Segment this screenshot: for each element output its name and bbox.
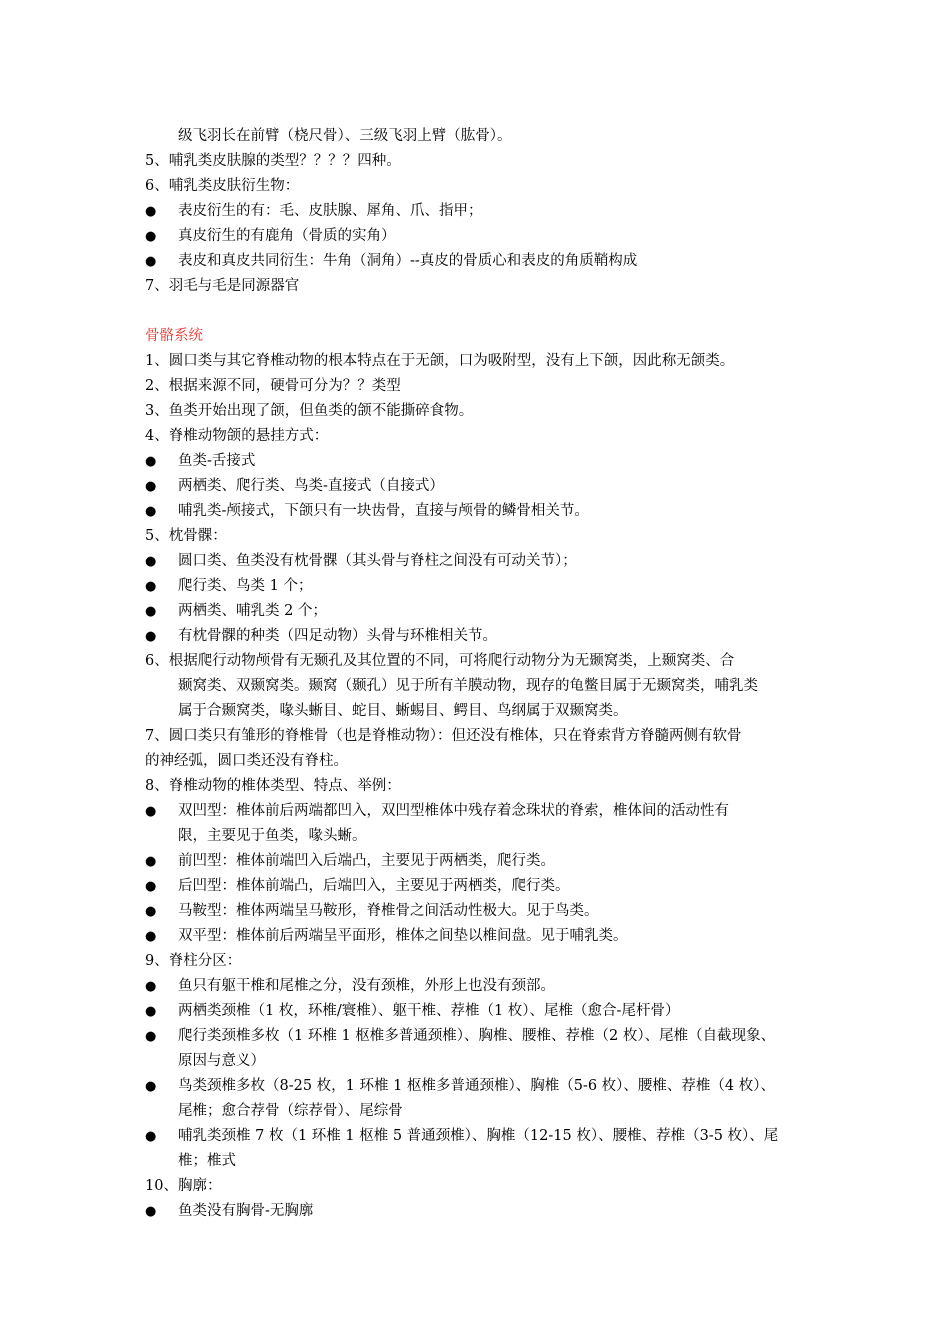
bullet-icon: ● (145, 1129, 157, 1144)
bullet-icon: ● (145, 1079, 157, 1094)
list-item-text: 马鞍型：椎体两端呈马鞍形，脊椎骨之间活动性极大。见于鸟类。 (178, 903, 599, 919)
list-item (145, 449, 815, 474)
list-item (145, 874, 815, 899)
bullet-icon: ● (145, 579, 157, 594)
list-item (145, 1199, 815, 1224)
list-item (145, 249, 815, 274)
list-item-text: 鱼类-舌接式 (178, 453, 256, 469)
bullet-icon: ● (145, 879, 157, 894)
list-item-text-cont: 原因与意义） (178, 1053, 265, 1069)
list-item-text: 双凹型：椎体前后两端都凹入，双凹型椎体中残存着念珠状的脊索，椎体间的活动性有 (178, 803, 729, 819)
question-1-cyclostomes: 1、圆口类与其它脊椎动物的根本特点在于无颌，口为吸附型，没有上下颌，因此称无颌类。 (145, 353, 735, 369)
bullet-icon: ● (145, 1204, 157, 1219)
question-9-spine-regions: 9、脊柱分区： (145, 953, 242, 969)
question-7-line-1: 7、圆口类只有雏形的脊椎骨（也是脊椎动物）：但还没有椎体，只在脊索背方脊髓两侧有软骨 (145, 728, 742, 744)
bullet-icon: ● (145, 454, 157, 469)
question-6-line-2: 颞窝类、双颞窝类。颞窝（颞孔）见于所有羊膜动物，现存的龟鳖目属于无颞窝类，哺乳类 (178, 678, 758, 694)
list-item (145, 899, 815, 924)
question-10-thorax: 10、胸廓： (145, 1178, 222, 1194)
list-item-text: 两栖类颈椎（1 枚，环椎/寰椎）、躯干椎、荐椎（1 枚）、尾椎（愈合-尾杆骨） (178, 1003, 680, 1019)
list-item (145, 924, 815, 949)
list-item-text: 前凹型：椎体前端凹入后端凸，主要见于两栖类，爬行类。 (178, 853, 555, 869)
bullet-icon: ● (145, 929, 157, 944)
list-item (145, 849, 815, 874)
list-item (145, 224, 815, 249)
bullet-icon: ● (145, 604, 157, 619)
list-item (145, 1074, 815, 1124)
list-item-text: 两栖类、哺乳类 2 个； (178, 603, 327, 619)
bullet-icon: ● (145, 629, 157, 644)
list-item-text-cont: 限，主要见于鱼类，喙头蜥。 (178, 828, 367, 844)
question-5-occipital-condyle: 5、枕骨髁： (145, 528, 227, 544)
list-item-text-cont: 尾椎；愈合荐骨（综荐骨）、尾综骨 (178, 1103, 403, 1119)
list-item-text: 爬行类颈椎多枚（1 环椎 1 枢椎多普通颈椎）、胸椎、腰椎、荐椎（2 枚）、尾椎（自截现象、 (178, 1028, 776, 1044)
section-heading: 骨骼系统 (145, 328, 203, 344)
list-item (145, 199, 815, 224)
bullet-icon: ● (145, 1004, 157, 1019)
list-item-text: 爬行类、鸟类 1 个； (178, 578, 313, 594)
list-item-text: 哺乳类颈椎 7 枚（1 环椎 1 枢椎 5 普通颈椎）、胸椎（12-15 枚）、腰椎、荐椎（3-5 枚）、尾 (178, 1128, 779, 1144)
list-item-text: 真皮衍生的有鹿角（骨质的实角） (178, 228, 396, 244)
question-6-line-1: 6、根据爬行动物颅骨有无颞孔及其位置的不同，可将爬行动物分为无颞窝类，上颞窝类、合 (145, 653, 735, 669)
bullet-icon: ● (145, 254, 157, 269)
bullet-icon: ● (145, 204, 157, 219)
question-4-jaw-suspension: 4、脊椎动物颌的悬挂方式： (145, 428, 329, 444)
continuation-line: 级飞羽长在前臂（桡尺骨）、三级飞羽上臂（肱骨）。 (178, 128, 512, 144)
list-item-text: 哺乳类-颅接式，下颌只有一块齿骨，直接与颅骨的鳞骨相关节。 (178, 503, 589, 519)
bullet-icon: ● (145, 229, 157, 244)
list-item-text-cont: 椎；椎式 (178, 1153, 236, 1169)
question-5-skin-glands: 5、哺乳类皮肤腺的类型？？？？四种。 (145, 153, 401, 169)
list-item-text: 鱼只有躯干椎和尾椎之分，没有颈椎，外形上也没有颈部。 (178, 978, 555, 994)
list-item-text: 鱼类没有胸骨-无胸廓 (178, 1203, 314, 1219)
question-7-line-2: 的神经弧，圆口类还没有脊柱。 (145, 753, 348, 769)
question-6-line-3: 属于合颞窝类，喙头蜥目、蛇目、蜥蜴目、鳄目、鸟纲属于双颞窝类。 (178, 703, 628, 719)
list-item (145, 599, 815, 624)
list-item (145, 1024, 815, 1074)
question-6-skin-derivatives: 6、哺乳类皮肤衍生物： (145, 178, 300, 194)
list-item-text: 两栖类、爬行类、鸟类-直接式（自接式） (178, 478, 444, 494)
list-item (145, 624, 815, 649)
list-item-text: 有枕骨髁的种类（四足动物）头骨与环椎相关节。 (178, 628, 497, 644)
bullet-icon: ● (145, 1029, 157, 1044)
list-item (145, 574, 815, 599)
list-item-text: 表皮和真皮共同衍生：牛角（洞角）--真皮的骨质心和表皮的角质鞘构成 (178, 253, 638, 269)
spacer (145, 299, 815, 324)
list-item-text: 鸟类颈椎多枚（8-25 枚，1 环椎 1 枢椎多普通颈椎）、胸椎（5-6 枚）、腰椎、荐椎（4 枚）、 (178, 1078, 776, 1094)
bullet-icon: ● (145, 504, 157, 519)
question-2-bone-types: 2、根据来源不同，硬骨可分为？？类型 (145, 378, 401, 394)
list-item (145, 799, 815, 849)
list-item (145, 974, 815, 999)
document-page (145, 124, 815, 1224)
list-item-text: 圆口类、鱼类没有枕骨髁（其头骨与脊柱之间没有可动关节）； (178, 553, 577, 569)
bullet-icon: ● (145, 904, 157, 919)
list-item (145, 499, 815, 524)
question-8-vertebra-types: 8、脊椎动物的椎体类型、特点、举例： (145, 778, 401, 794)
bullet-icon: ● (145, 479, 157, 494)
question-7-homologous-organs: 7、羽毛与毛是同源器官 (145, 278, 300, 294)
bullet-icon: ● (145, 554, 157, 569)
bullet-icon: ● (145, 979, 157, 994)
list-item (145, 1124, 815, 1174)
list-item-text: 后凹型：椎体前端凸，后端凹入，主要见于两栖类，爬行类。 (178, 878, 570, 894)
question-3-fish-jaws: 3、鱼类开始出现了颌，但鱼类的颌不能撕碎食物。 (145, 403, 474, 419)
bullet-icon: ● (145, 804, 157, 819)
list-item-text: 表皮衍生的有：毛、皮肤腺、犀角、爪、指甲； (178, 203, 483, 219)
list-item (145, 999, 815, 1024)
list-item-text: 双平型：椎体前后两端呈平面形，椎体之间垫以椎间盘。见于哺乳类。 (178, 928, 628, 944)
list-item (145, 549, 815, 574)
list-item (145, 474, 815, 499)
bullet-icon: ● (145, 854, 157, 869)
